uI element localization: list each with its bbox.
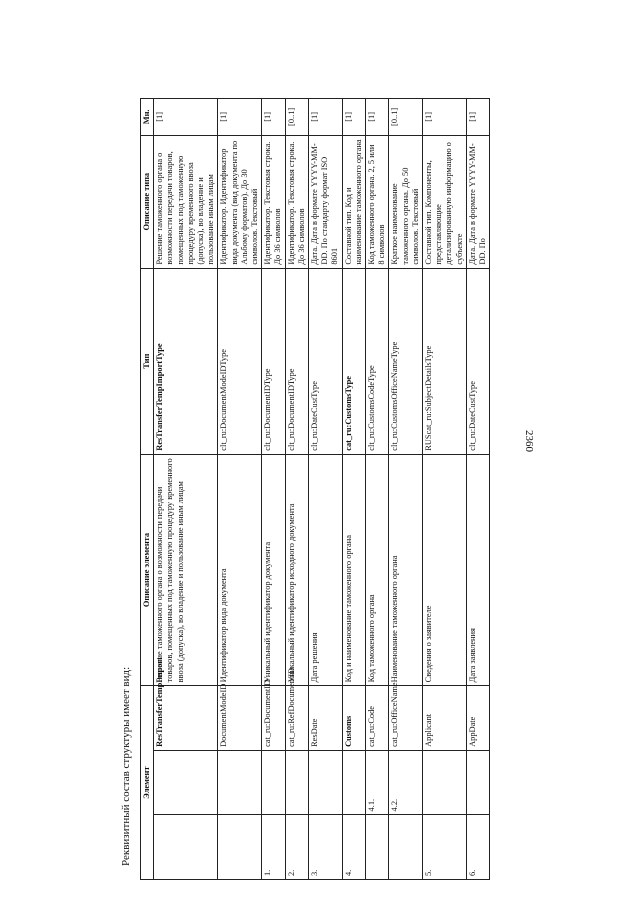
element-description: Дата решения xyxy=(309,454,343,686)
multiplicity: [1] xyxy=(423,99,467,136)
type-description: Составной тип. Код и наименование таможенного органа xyxy=(342,135,365,268)
row-subnumber xyxy=(218,750,262,815)
row-number: 4. xyxy=(342,815,365,880)
element-description: Идентификатор вида документа xyxy=(218,454,262,686)
rotated-page-content xyxy=(120,60,560,880)
row-number xyxy=(154,815,218,880)
row-number: 3. xyxy=(309,815,343,880)
type-description: Идентификатор. Текстовая строка. До 36 символов xyxy=(262,135,285,268)
header-element: Элемент xyxy=(141,686,154,880)
type-name: clt_ru:DateCustType xyxy=(466,268,489,454)
element-name: DocumentModeID xyxy=(218,686,262,751)
type-description: Дата. Дата в формате YYYY-MM-DD. По xyxy=(466,135,489,268)
type-description: Решение таможенного органа о возможности передачи товаров, помещенных под таможенную процедуру временного ввоза (допуска), во владение и пользование иным лицам xyxy=(154,135,218,268)
row-subnumber xyxy=(154,750,218,815)
element-description: Наименование таможенного органа xyxy=(389,454,423,686)
element-name: cat_ru:RefDocumentID xyxy=(285,686,308,751)
intro-text: Реквизитный состав структуры имеет вид: xyxy=(120,666,132,866)
requisites-table xyxy=(140,98,490,880)
element-name: ResDate xyxy=(309,686,343,751)
row-number xyxy=(218,815,262,880)
element-description: Дата заявления xyxy=(466,454,489,686)
header-type: Тип xyxy=(141,268,154,454)
type-description: Идентификатор. Текстовая строка. До 36 символов xyxy=(285,135,308,268)
type-description: Дата. Дата в формате YYYY-MM-DD. По стандарту формат ISO 8601 xyxy=(309,135,343,268)
table-row xyxy=(423,99,467,880)
table-row xyxy=(262,99,285,880)
element-name: AppDate xyxy=(466,686,489,751)
row-subnumber xyxy=(466,750,489,815)
table-row xyxy=(389,99,423,880)
row-subnumber xyxy=(309,750,343,815)
type-description: Составной тип. Компоненты, представляющие детализированную информацию о субъекте xyxy=(423,135,467,268)
row-subnumber xyxy=(423,750,467,815)
type-name: clt_ru:DocumentIDType xyxy=(285,268,308,454)
header-mult: Мн. xyxy=(141,99,154,136)
element-name: cat_ru:Code xyxy=(366,686,389,751)
element-name: ResTransferTempImport xyxy=(154,686,218,751)
row-number xyxy=(366,815,389,880)
type-description: Идентификатор. Идентификатор вида документа (вид документа по Альбому форматов). До 30 символов. Текстовый xyxy=(218,135,262,268)
element-description: Код и наименование таможенного органа xyxy=(342,454,365,686)
multiplicity: [1] xyxy=(218,99,262,136)
header-type-desc: Описание типа xyxy=(141,135,154,268)
type-name: clt_ru:DocumentModeIDType xyxy=(218,268,262,454)
row-number: 6. xyxy=(466,815,489,880)
element-description: Решение таможенного органа о возможности передачи товаров, помещенных под таможенную процедуру временного ввоза (допуска), во владение и пользование иным лицам xyxy=(154,454,218,686)
multiplicity: [1] xyxy=(309,99,343,136)
table-row xyxy=(366,99,389,880)
element-description: Сведения о заявителе xyxy=(423,454,467,686)
type-description: Краткое наименование таможенного органа. До 50 символов. Текстовый xyxy=(389,135,423,268)
type-name: clt_ru:CustomsCodeType xyxy=(366,268,389,454)
multiplicity: [1] xyxy=(262,99,285,136)
multiplicity: [1] xyxy=(466,99,489,136)
type-name: RUScat_ru:SubjectDetailsType xyxy=(423,268,467,454)
element-description: Уникальный идентификатор документа xyxy=(262,454,285,686)
row-number: 2. xyxy=(285,815,308,880)
row-subnumber xyxy=(342,750,365,815)
row-subnumber: 4.2. xyxy=(389,750,423,815)
row-subnumber xyxy=(285,750,308,815)
table-body xyxy=(154,99,490,880)
header-element-desc: Описание элемента xyxy=(141,454,154,686)
element-name: cat_ru:DocumentID xyxy=(262,686,285,751)
type-name: clt_ru:DocumentIDType xyxy=(262,268,285,454)
element-description: Код таможенного органа xyxy=(366,454,389,686)
element-name: Applicant xyxy=(423,686,467,751)
element-description: Уникальный идентификатор исходного документа xyxy=(285,454,308,686)
type-name: clt_ru:CustomsOfficeNameType xyxy=(389,268,423,454)
page-number: 2360 xyxy=(523,430,535,452)
row-number: 1. xyxy=(262,815,285,880)
table-row xyxy=(309,99,343,880)
type-name: clt_ru:DateCustType xyxy=(309,268,343,454)
row-number: 5. xyxy=(423,815,467,880)
type-name: ResTransferTempImportType xyxy=(154,268,218,454)
row-subnumber xyxy=(262,750,285,815)
row-number xyxy=(389,815,423,880)
multiplicity: [1] xyxy=(366,99,389,136)
table-header-row xyxy=(141,99,154,880)
multiplicity: [0..1] xyxy=(389,99,423,136)
element-name: cat_ru:OfficeName xyxy=(389,686,423,751)
type-description: Код таможенного органа. 2, 5 или 8 символов xyxy=(366,135,389,268)
row-subnumber: 4.1. xyxy=(366,750,389,815)
table-row xyxy=(218,99,262,880)
table-row xyxy=(285,99,308,880)
multiplicity: [1] xyxy=(342,99,365,136)
table-row xyxy=(466,99,489,880)
multiplicity: [1] xyxy=(154,99,218,136)
element-name: Customs xyxy=(342,686,365,751)
multiplicity: [0..1] xyxy=(285,99,308,136)
table-row xyxy=(342,99,365,880)
table-row xyxy=(154,99,218,880)
type-name: cat_ru:CustomsType xyxy=(342,268,365,454)
